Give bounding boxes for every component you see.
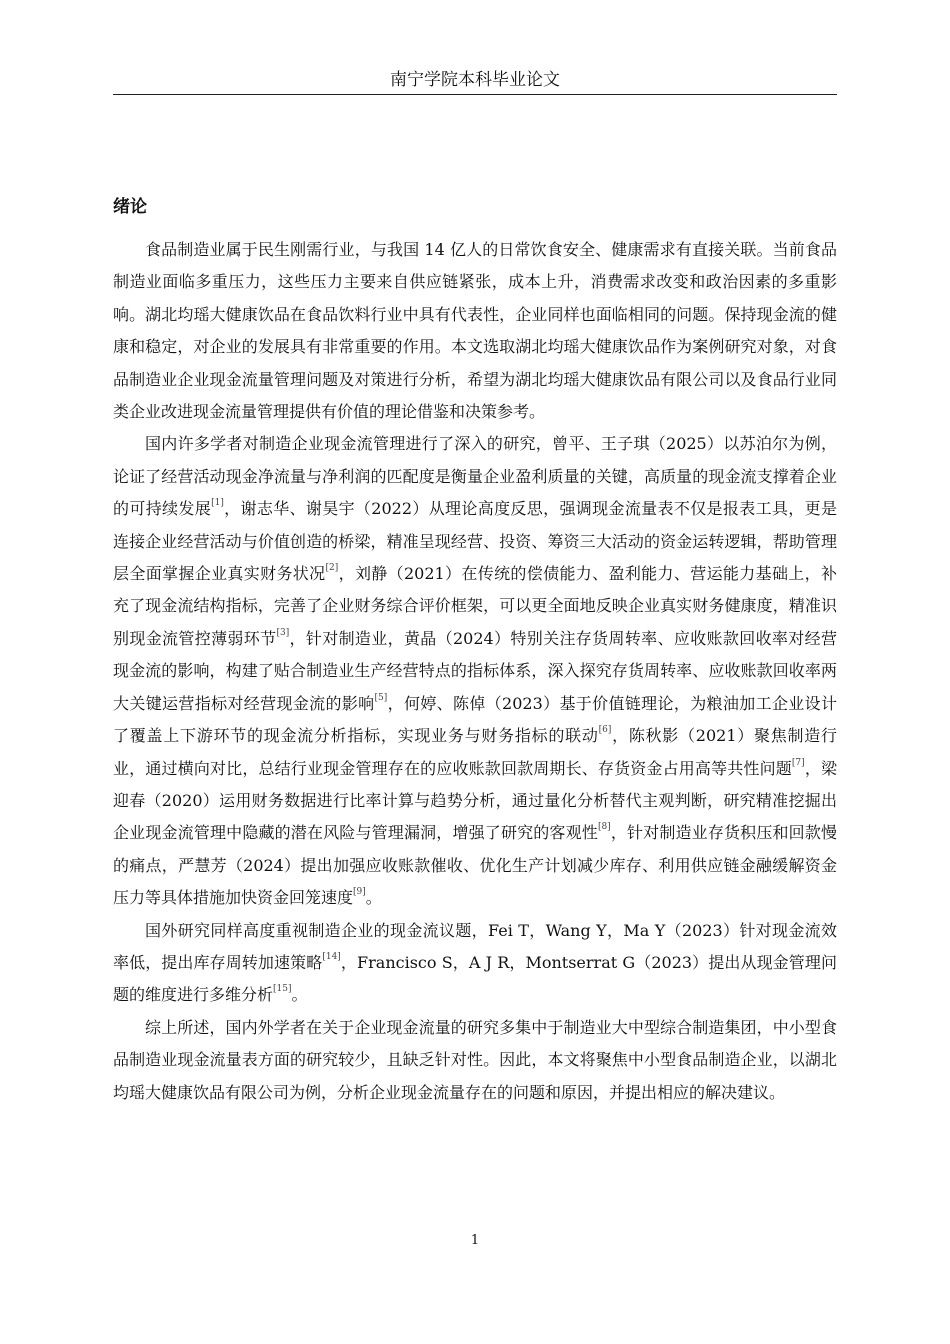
paragraph-text: ，何婷、陈倬（2023）基于价值链理论，为粮油加工企业设计了覆盖上下游环节的现金流分析指标，实现业务与财务指标的联动	[113, 693, 837, 746]
citation: [15]	[273, 984, 292, 995]
citation: [7]	[791, 757, 805, 768]
citation: [6]	[598, 725, 612, 736]
body-text	[113, 234, 837, 1109]
header-rule	[113, 94, 837, 95]
page-number: 1	[470, 1233, 480, 1248]
paragraph-text: 。	[291, 985, 308, 1005]
paragraph-text: ，Francisco S，A J R，Montserrat G（2023）提出从现金管理问题的维度进行多维分析	[113, 952, 837, 1005]
citation: [8]	[597, 822, 611, 833]
paragraph-text: ，梁迎春（2020）运用财务数据进行比率计算与趋势分析，通过量化分析替代主观判断，研究精准挖掘出企业现金流管理中隐藏的潜在风险与管理漏洞，增强了研究的客观性	[113, 758, 837, 843]
paragraph-text: ，谢志华、谢昊宇（2022）从理论高度反思，强调现金流量表不仅是报表工具，更是连接企业经营活动与价值创造的桥梁，精准呈现经营、投资、筹资三大活动的资金运转逻辑，帮助管理层全面掌握企业真实财务状况	[113, 499, 837, 584]
citation: [9]	[353, 887, 366, 898]
citation: [5]	[374, 692, 388, 703]
section-heading: 绪论	[113, 197, 147, 217]
citation: [3]	[276, 627, 290, 638]
paragraph-text: ，刘静（2021）在传统的偿债能力、盈利能力、营运能力基础上，补充了现金流结构指标，完善了企业财务综合评价框架，可以更全面地反映企业真实财务健康度，精准识别现金流管控薄弱环节	[113, 564, 837, 648]
paragraph-text: 综上所述，国内外学者在关于企业现金流量的研究多集中于制造业大中型综合制造集团，中小型食品制造业现金流量表方面的研究较少，且缺乏针对性。因此，本文将聚焦中小型食品制造企业，以湖北均瑶大健康饮品有限公司为例，分析企业现金流量存在的问题和原因，并提出相应的解决建议。	[113, 1017, 837, 1102]
paragraph-text: 。	[365, 888, 382, 908]
paragraph-text: 国外研究同样高度重视制造企业的现金流议题，Fei T，Wang Y，Ma Y（2023）针对现金流效率低，提出库存周转加速策略	[113, 920, 837, 972]
paragraph-3	[113, 915, 837, 1012]
running-header: 南宁学院本科毕业论文	[390, 70, 560, 90]
paragraph-text: 国内许多学者对制造企业现金流管理进行了深入的研究，曾平、王子琪（2025）以苏泊尔为例，论证了经营活动现金净流量与净利润的匹配度是衡量企业盈利质量的关键，高质量的现金流支撑着企业的可持续发展	[113, 434, 837, 519]
citation: [14]	[322, 951, 341, 962]
paragraph-1-text: 食品制造业属于民生刚需行业，与我国 14 亿人的日常饮食安全、健康需求有直接关联。当前食品制造业面临多重压力，这些压力主要来自供应链紧张，成本上升，消费需求改变和政治因素的多重影响。湖北均瑶大健康饮品在食品饮料行业中具有代表性，企业同样也面临相同的问题。保持现金流的健康和稳定，对企业的发展具有非常重要的作用。本文选取湖北均瑶大健康饮品作为案例研究对象，对食品制造业企业现金流量管理问题及对策进行分析，希望为湖北均瑶大健康饮品有限公司以及食品行业同类企业改进现金流量管理提供有价值的理论借鉴和决策参考。	[113, 240, 837, 422]
paragraph-4	[113, 1012, 837, 1109]
paragraph-text: ，针对制造业存货积压和回款慢的痛点，严慧芳（2024）提出加强应收账款催收、优化生产计划减少库存、利用供应链金融缓解资金压力等具体措施加快资金回笼速度	[113, 823, 837, 908]
citation: [1]	[211, 498, 224, 509]
paragraph-1	[113, 234, 837, 428]
paragraph-text: ，针对制造业，黄晶（2024）特别关注存货周转率、应收账款回收率对经营现金流的影响，构建了贴合制造业生产经营特点的指标体系，深入探究存货周转率、应收账款回收率两大关键运营指标对经营现金流的影响	[113, 628, 837, 713]
citation: [2]	[325, 563, 339, 574]
paragraph-text: ，陈秋影（2021）聚焦制造行业，通过横向对比，总结行业现金管理存在的应收账款回款周期长、存货资金占用高等共性问题	[113, 726, 837, 778]
paragraph-2	[113, 428, 837, 914]
